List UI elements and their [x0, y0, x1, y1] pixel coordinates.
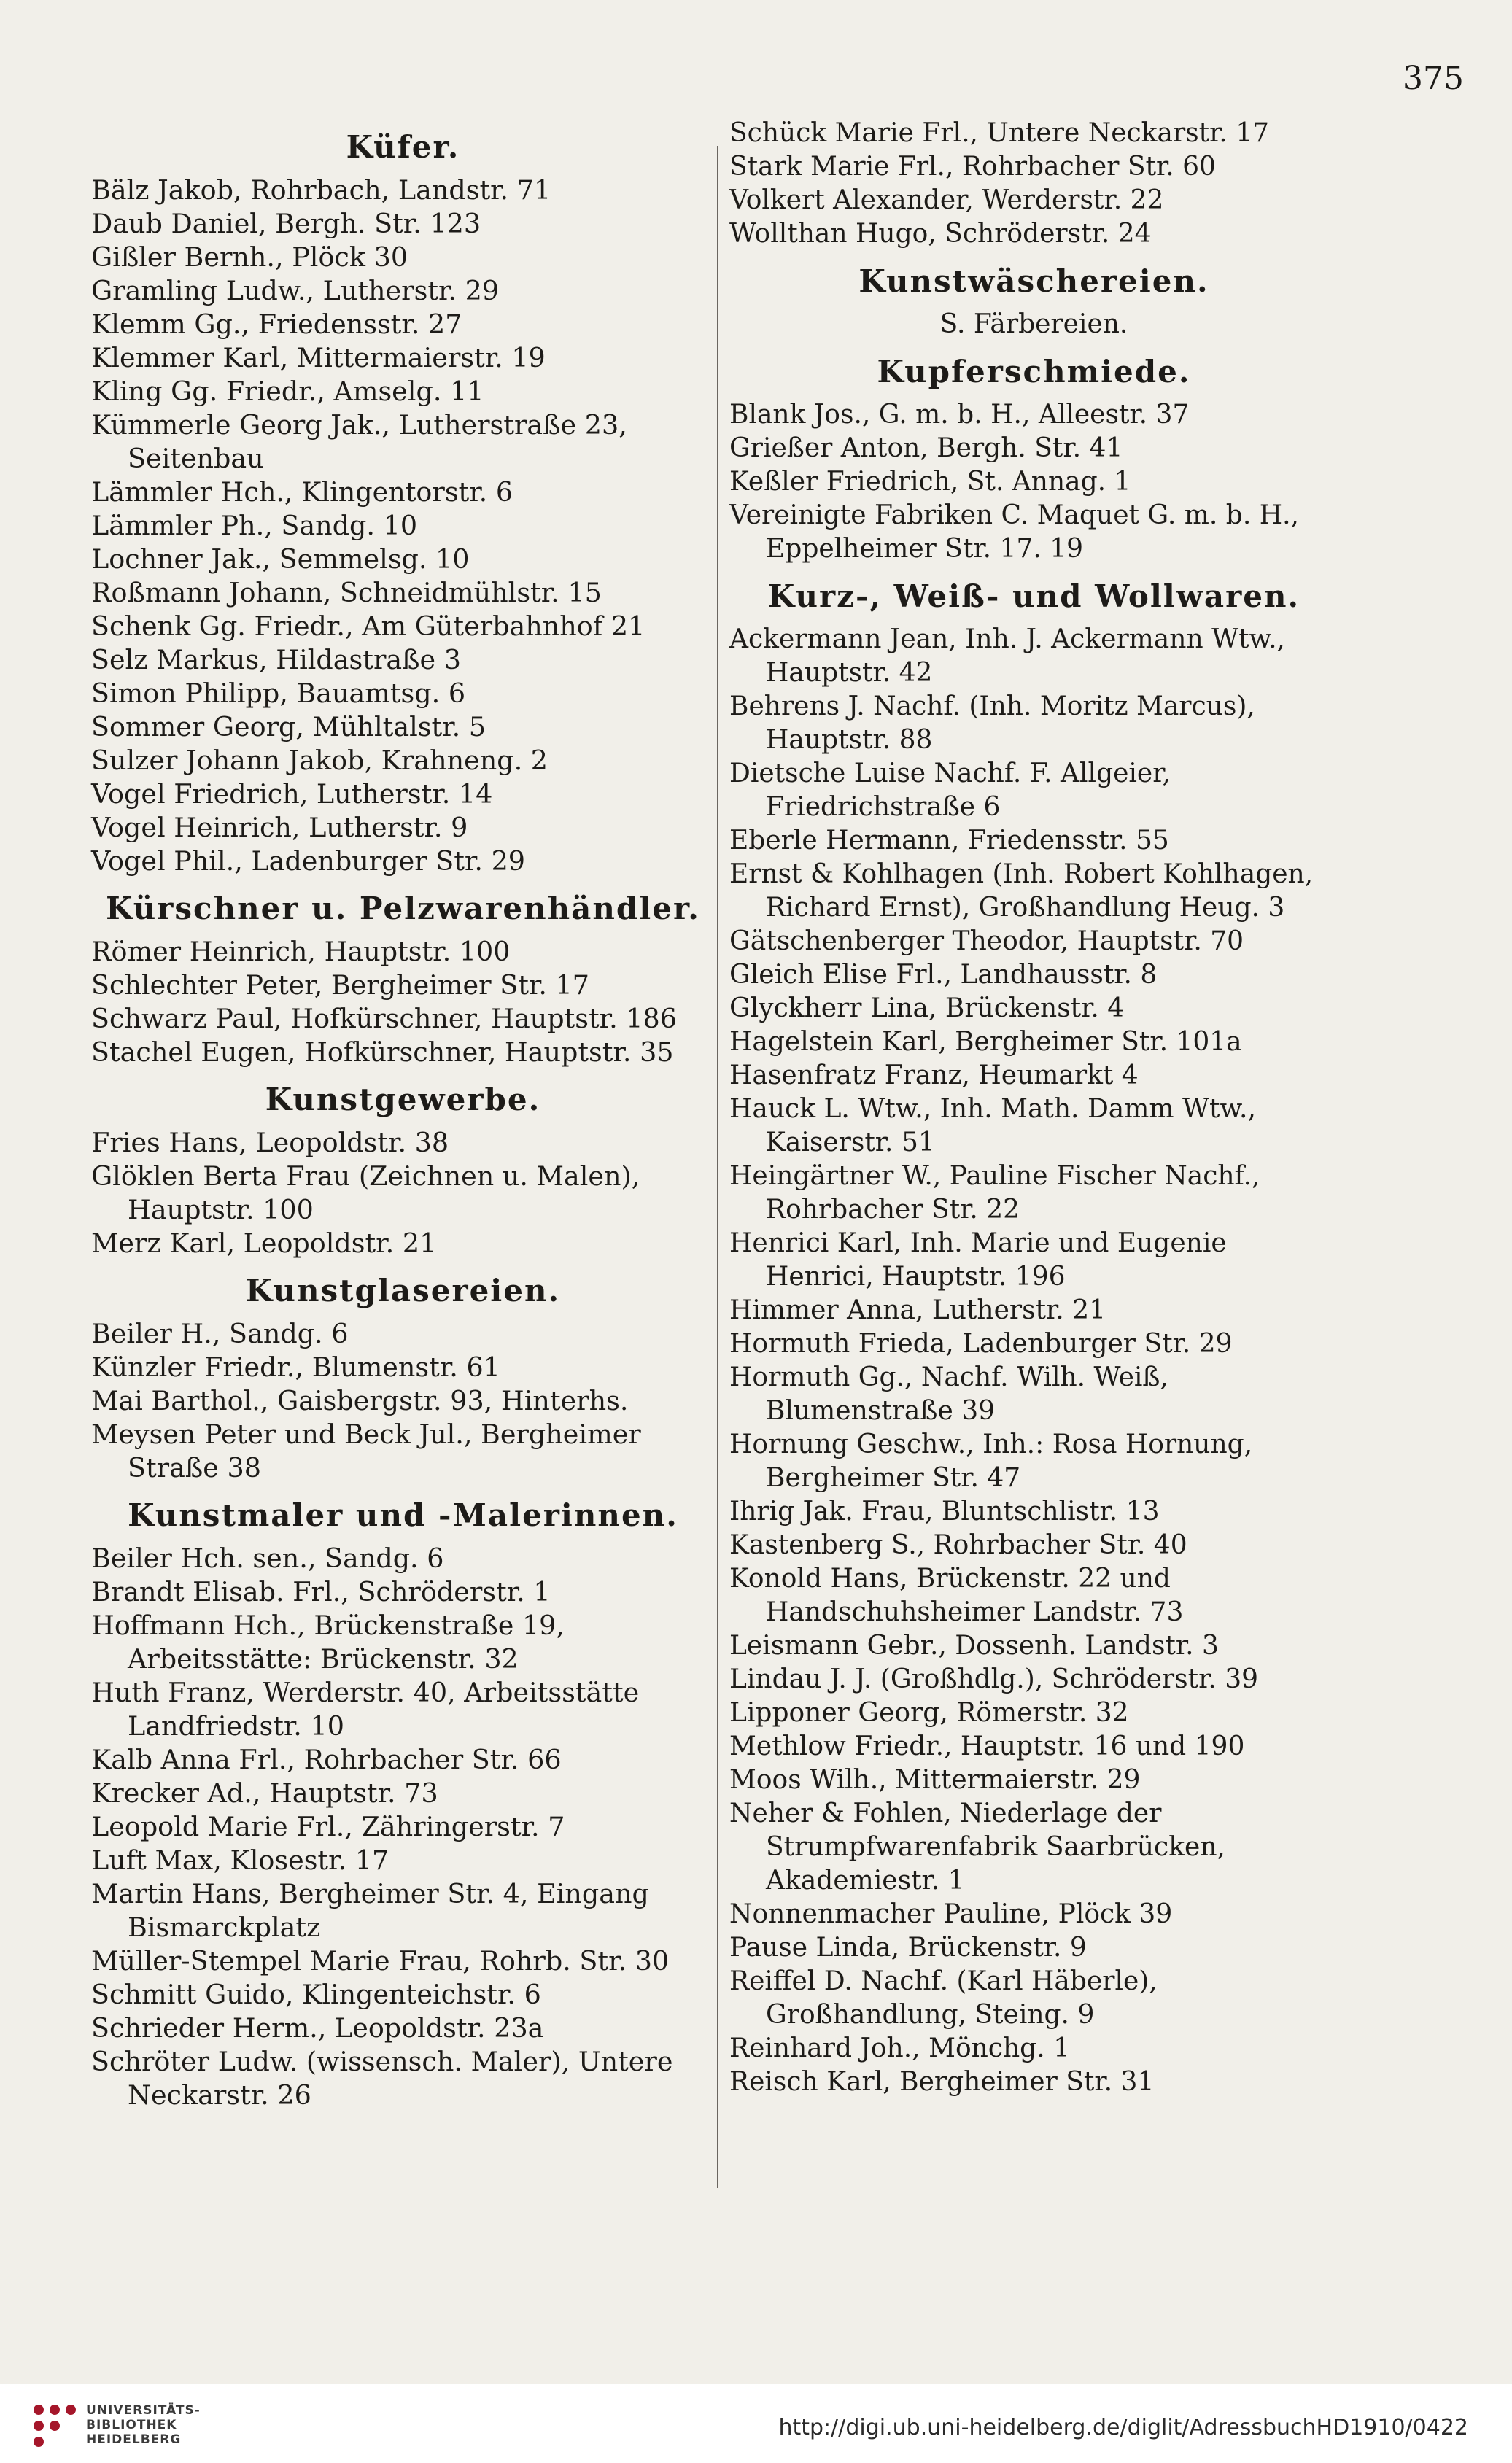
directory-entry: Roßmann Johann, Schneidmühlstr. 15: [91, 577, 602, 608]
directory-entry: Klemm Gg., Friedensstr. 27: [91, 309, 462, 340]
directory-entry: Leopold Marie Frl., Zähringerstr. 7: [91, 1811, 565, 1842]
directory-entry: Reisch Karl, Bergheimer Str. 31: [729, 2067, 1155, 2097]
directory-entry: Neher & Fohlen, Niederlage der Strumpfwarenfabrik Saarbrücken, Akademiestr. 1: [729, 1799, 1234, 1896]
directory-entry: Stachel Eugen, Hofkürschner, Hauptstr. 35: [91, 1036, 674, 1068]
directory-entry: Vogel Phil., Ladenburger Str. 29: [91, 845, 526, 877]
source-url-link[interactable]: http://digi.ub.uni-heidelberg.de/diglit/AdressbuchHD1910/0422: [778, 2415, 1468, 2440]
directory-entry: Behrens J. Nachf. (Inh. Moritz Marcus), Hauptstr. 88: [729, 691, 1264, 755]
directory-entry: Hauck L. Wtw., Inh. Math. Damm Wtw., Kaiserstr. 51: [729, 1094, 1265, 1157]
directory-entry: Kling Gg. Friedr., Amselg. 11: [91, 376, 484, 407]
directory-entry: Schröter Ludw. (wissensch. Maler), Untere Neckarstr. 26: [91, 2046, 682, 2111]
section-heading: Küfer.: [346, 129, 460, 165]
section-heading: Kürschner u. Pelzwarenhändler.: [106, 891, 700, 926]
directory-entry: Schwarz Paul, Hofkürschner, Hauptstr. 186: [91, 1003, 677, 1034]
directory-entry: Sommer Georg, Mühltalstr. 5: [91, 711, 486, 742]
directory-entry: Reinhard Joh., Mönchg. 1: [729, 2033, 1070, 2063]
directory-entry: Pause Linda, Brückenstr. 9: [729, 1933, 1087, 1963]
directory-entry: Vogel Friedrich, Lutherstr. 14: [91, 778, 493, 810]
directory-entry: Vogel Heinrich, Lutherstr. 9: [91, 812, 468, 843]
directory-entry: Ihrig Jak. Frau, Bluntschlistr. 13: [729, 1497, 1160, 1527]
right-column: [729, 117, 1338, 2099]
directory-entry: Moos Wilh., Mittermaierstr. 29: [729, 1765, 1141, 1795]
logo-line: BIBLIOTHEK: [86, 2418, 177, 2432]
directory-entry: Gramling Ludw., Lutherstr. 29: [91, 275, 500, 306]
footer-bar: [0, 2384, 1512, 2463]
directory-entry: Hagelstein Karl, Bergheimer Str. 101a: [729, 1027, 1242, 1057]
section-heading: Kunstmaler und -Malerinnen.: [128, 1497, 678, 1533]
directory-entry: Hormuth Gg., Nachf. Wilh. Weiß, Blumenstraße 39: [729, 1362, 1177, 1426]
directory-entry: Kümmerle Georg Jak., Lutherstraße 23, Seitenbau: [91, 409, 636, 474]
directory-entry: Glyckherr Lina, Brückenstr. 4: [729, 993, 1125, 1023]
directory-entry: Hormuth Frieda, Ladenburger Str. 29: [729, 1329, 1233, 1359]
directory-entry: Henrici Karl, Inh. Marie und Eugenie Henrici, Hauptstr. 196: [729, 1228, 1236, 1292]
section-note: S. Färbereien.: [939, 309, 1128, 339]
directory-entry: Lochner Jak., Semmelsg. 10: [91, 543, 470, 575]
directory-entry: Fries Hans, Leopoldstr. 38: [91, 1127, 449, 1158]
directory-entry: Kalb Anna Frl., Rohrbacher Str. 66: [91, 1744, 562, 1775]
directory-entry: Ernst & Kohlhagen (Inh. Robert Kohlhagen, Richard Ernst), Großhandlung Heug. 3: [729, 859, 1322, 923]
directory-entry: Lipponer Georg, Römerstr. 32: [729, 1698, 1129, 1728]
directory-entry: Gißler Bernh., Plöck 30: [91, 241, 408, 273]
library-logo-icon: [34, 2405, 76, 2447]
directory-entry: Ackermann Jean, Inh. J. Ackermann Wtw., Hauptstr. 42: [729, 624, 1294, 688]
directory-entry: Hornung Geschw., Inh.: Rosa Hornung, Bergheimer Str. 47: [729, 1430, 1261, 1493]
directory-entry: Klemmer Karl, Mittermaierstr. 19: [91, 342, 546, 373]
directory-entry: Beiler Hch. sen., Sandg. 6: [91, 1543, 444, 1574]
directory-entry: Methlow Friedr., Hauptstr. 16 und 190: [729, 1731, 1245, 1761]
directory-entry: Eberle Hermann, Friedensstr. 55: [729, 826, 1169, 856]
directory-entry: Sulzer Johann Jakob, Krahneng. 2: [91, 745, 548, 776]
directory-entry: Martin Hans, Bergheimer Str. 4, Eingang Bismarckplatz: [91, 1878, 658, 1943]
section-heading: Kupferschmiede.: [877, 354, 1191, 389]
directory-entry: Krecker Ad., Hauptstr. 73: [91, 1777, 438, 1809]
directory-entry: Merz Karl, Leopoldstr. 21: [91, 1227, 437, 1259]
directory-entry: Stark Marie Frl., Rohrbacher Str. 60: [729, 152, 1216, 182]
directory-entry: Luft Max, Klosestr. 17: [91, 1845, 389, 1876]
directory-entry: Hasenfratz Franz, Heumarkt 4: [729, 1060, 1139, 1090]
directory-entry: Blank Jos., G. m. b. H., Alleestr. 37: [729, 400, 1190, 430]
directory-entry: Lämmler Ph., Sandg. 10: [91, 510, 418, 541]
directory-entry: Grießer Anton, Bergh. Str. 41: [729, 433, 1123, 463]
section-heading: Kunstgewerbe.: [265, 1082, 541, 1117]
section-heading: Kunstwäschereien.: [858, 263, 1209, 299]
directory-entry: Volkert Alexander, Werderstr. 22: [729, 185, 1164, 215]
left-column: [91, 117, 715, 2112]
directory-entry: Künzler Friedr., Blumenstr. 61: [91, 1351, 500, 1383]
directory-entry: Gleich Elise Frl., Landhausstr. 8: [729, 960, 1158, 990]
directory-entry: Schmitt Guido, Klingenteichstr. 6: [91, 1979, 541, 2010]
directory-entry: Daub Daniel, Bergh. Str. 123: [91, 208, 481, 239]
section-heading: Kurz-, Weiß- und Wollwaren.: [767, 578, 1300, 614]
directory-entry: Keßler Friedrich, St. Annag. 1: [729, 467, 1131, 497]
directory-entry: Beiler H., Sandg. 6: [91, 1318, 349, 1349]
directory-entry: Vereinigte Fabriken C. Maquet G. m. b. H., Eppelheimer Str. 17. 19: [729, 500, 1308, 564]
directory-entry: Glöklen Berta Frau (Zeichnen u. Malen), Hauptstr. 100: [91, 1160, 648, 1225]
directory-entry: Wollthan Hugo, Schröderstr. 24: [729, 219, 1152, 249]
directory-entry: Hoffmann Hch., Brückenstraße 19, Arbeitsstätte: Brückenstr. 32: [91, 1610, 573, 1675]
directory-entry: Schlechter Peter, Bergheimer Str. 17: [91, 969, 589, 1001]
directory-entry: Heingärtner W., Pauline Fischer Nachf., Rohrbacher Str. 22: [729, 1161, 1268, 1225]
directory-entry: Kastenberg S., Rohrbacher Str. 40: [729, 1530, 1187, 1560]
directory-entry: Huth Franz, Werderstr. 40, Arbeitsstätte Landfriedstr. 10: [91, 1677, 648, 1742]
column-divider: [717, 146, 718, 2188]
directory-entry: Gätschenberger Theodor, Hauptstr. 70: [729, 926, 1244, 956]
directory-entry: Dietsche Luise Nachf. F. Allgeier, Friedrichstraße 6: [729, 759, 1179, 822]
library-logo-text: [86, 2403, 201, 2447]
directory-entry: Reiffel D. Nachf. (Karl Häberle), Großhandlung, Steing. 9: [729, 1966, 1166, 2030]
directory-entry: Selz Markus, Hildastraße 3: [91, 644, 461, 675]
section-heading: Kunstglasereien.: [245, 1273, 561, 1308]
directory-entry: Nonnenmacher Pauline, Plöck 39: [729, 1899, 1173, 1929]
directory-entry: Simon Philipp, Bauamtsg. 6: [91, 678, 466, 709]
logo-line: UNIVERSITÄTS-: [86, 2403, 201, 2418]
directory-entry: Schenk Gg. Friedr., Am Güterbahnhof 21: [91, 610, 645, 642]
directory-entry: Brandt Elisab. Frl., Schröderstr. 1: [91, 1576, 551, 1607]
directory-entry: Lämmler Hch., Klingentorstr. 6: [91, 476, 513, 508]
page-number: 375: [1403, 60, 1464, 97]
logo-line: HEIDELBERG: [86, 2432, 182, 2447]
directory-entry: Leismann Gebr., Dossenh. Landstr. 3: [729, 1631, 1219, 1661]
directory-entry: Himmer Anna, Lutherstr. 21: [729, 1295, 1106, 1325]
directory-entry: Schück Marie Frl., Untere Neckarstr. 17: [729, 118, 1270, 148]
directory-entry: Konold Hans, Brückenstr. 22 und Handschuhsheimer Landstr. 73: [729, 1564, 1184, 1627]
directory-entry: Bälz Jakob, Rohrbach, Landstr. 71: [91, 174, 551, 206]
directory-entry: Römer Heinrich, Hauptstr. 100: [91, 936, 511, 967]
directory-entry: Meysen Peter und Beck Jul., Bergheimer Straße 38: [91, 1419, 650, 1483]
directory-entry: Mai Barthol., Gaisbergstr. 93, Hinterhs.: [91, 1385, 629, 1416]
directory-entry: Lindau J. J. (Großhdlg.), Schröderstr. 39: [729, 1664, 1259, 1694]
directory-entry: Müller-Stempel Marie Frau, Rohrb. Str. 30: [91, 1945, 670, 1977]
directory-entry: Schrieder Herm., Leopoldstr. 23a: [91, 2012, 544, 2044]
